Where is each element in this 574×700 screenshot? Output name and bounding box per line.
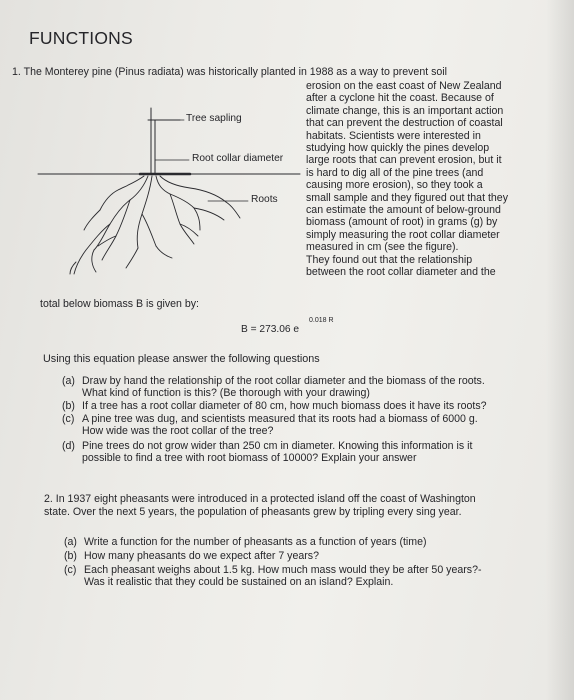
q1-line: that can prevent the destruction of coastal (306, 117, 503, 130)
q1-wrapped-text (306, 80, 532, 279)
roots-label: Roots (251, 194, 278, 205)
part-text: If a tree has a root collar diameter of 80 cm, how much biomass does it have its roots? (82, 400, 487, 412)
q2-line: state. Over the next 5 years, the population of pheasants grew by tripling every sing year. (44, 506, 462, 518)
part-label: (d) (62, 440, 75, 452)
q1-line: climate change, this is an important action (306, 104, 504, 117)
biomass-equation (241, 317, 334, 335)
q1-line: erosion on the east coast of New Zealand (306, 80, 502, 92)
q1-line: large roots that can prevent erosion, but it (306, 154, 502, 167)
q1-line: is hard to dig all of the pine trees (and (306, 166, 484, 179)
page-edge-shadow (546, 0, 574, 700)
part-text: A pine tree was dug, and scientists measured that its roots had a biomass of 6000 g. (82, 413, 478, 425)
equation-exponent: 0.018 R (309, 317, 334, 324)
part-label: (b) (64, 550, 77, 562)
q1-line: causing more erosion), so they took a (306, 179, 483, 192)
part-text: Each pheasant weighs about 1.5 kg. How much mass would they be after 50 years?- (84, 564, 482, 576)
q1-line: small sample and they figured out that they (306, 191, 508, 204)
part-text: How many pheasants do we expect after 7 years? (84, 550, 319, 562)
q2-part-b (64, 550, 564, 564)
part-text: Write a function for the number of pheasants as a function of years (time) (84, 536, 427, 548)
q1-intro-text: The Monterey pine (Pinus radiata) was historically planted in 1988 as a way to prevent soil (23, 66, 447, 78)
tree-sapling-label: Tree sapling (186, 113, 242, 124)
q1-line: studying how quickly the pines develop (306, 142, 490, 155)
tree-root-figure (30, 90, 302, 290)
part-text: Draw by hand the relationship of the root collar diameter and the biomass of the roots. (82, 375, 485, 387)
q1-first-line (12, 66, 447, 78)
part-label: (a) (62, 375, 75, 387)
root-lines (70, 176, 240, 274)
part-text: What kind of function is this? (Be thorough with your drawing) (82, 387, 370, 400)
q1-line: habitats. Scientists were interested in (306, 129, 481, 142)
q1-number: 1. (12, 66, 21, 78)
q1-line: after a cyclone hit the coast. Because of (306, 92, 494, 105)
q2-part-a (64, 536, 564, 550)
q1-line: biomass (amount of root) in grams (g) by (306, 216, 498, 229)
part-text: How wide was the root collar of the tree? (82, 425, 274, 438)
q1-part-d (62, 440, 562, 466)
q1-part-a (62, 375, 562, 401)
part-text: possible to find a tree with root biomass of 10000? Explain your answer (82, 452, 417, 465)
q1-line: simply measuring the root collar diameter (306, 228, 500, 241)
q2-part-c (64, 564, 564, 590)
q1-instructions: Using this equation please answer the following questions (43, 353, 320, 365)
part-label: (c) (64, 564, 77, 576)
q2-intro (44, 493, 544, 519)
equation-lhs: B = 273.06 e (241, 324, 300, 335)
q1-part-b (62, 400, 562, 414)
part-label: (a) (64, 536, 77, 548)
q1-line: between the root collar diameter and the (306, 266, 496, 279)
part-text: Pine trees do not grow wider than 250 cm in diameter. Knowing this information is it (82, 440, 473, 452)
part-label: (c) (62, 413, 75, 425)
q1-line: can estimate the amount of below-ground (306, 204, 501, 217)
page-title: FUNCTIONS (29, 28, 133, 48)
part-text: Was it realistic that they could be sustained on an island? Explain. (84, 576, 394, 589)
q2-line: 2. In 1937 eight pheasants were introduced in a protected island off the coast of Washington (44, 493, 476, 505)
root-collar-diameter-label: Root collar diameter (192, 153, 284, 164)
part-label: (b) (62, 400, 75, 412)
q1-part-c (62, 413, 562, 439)
q1-line: measured in cm (see the figure). (306, 241, 459, 254)
q1-total-line: total below biomass B is given by: (40, 298, 199, 310)
q1-line: They found out that the relationship (306, 253, 473, 266)
